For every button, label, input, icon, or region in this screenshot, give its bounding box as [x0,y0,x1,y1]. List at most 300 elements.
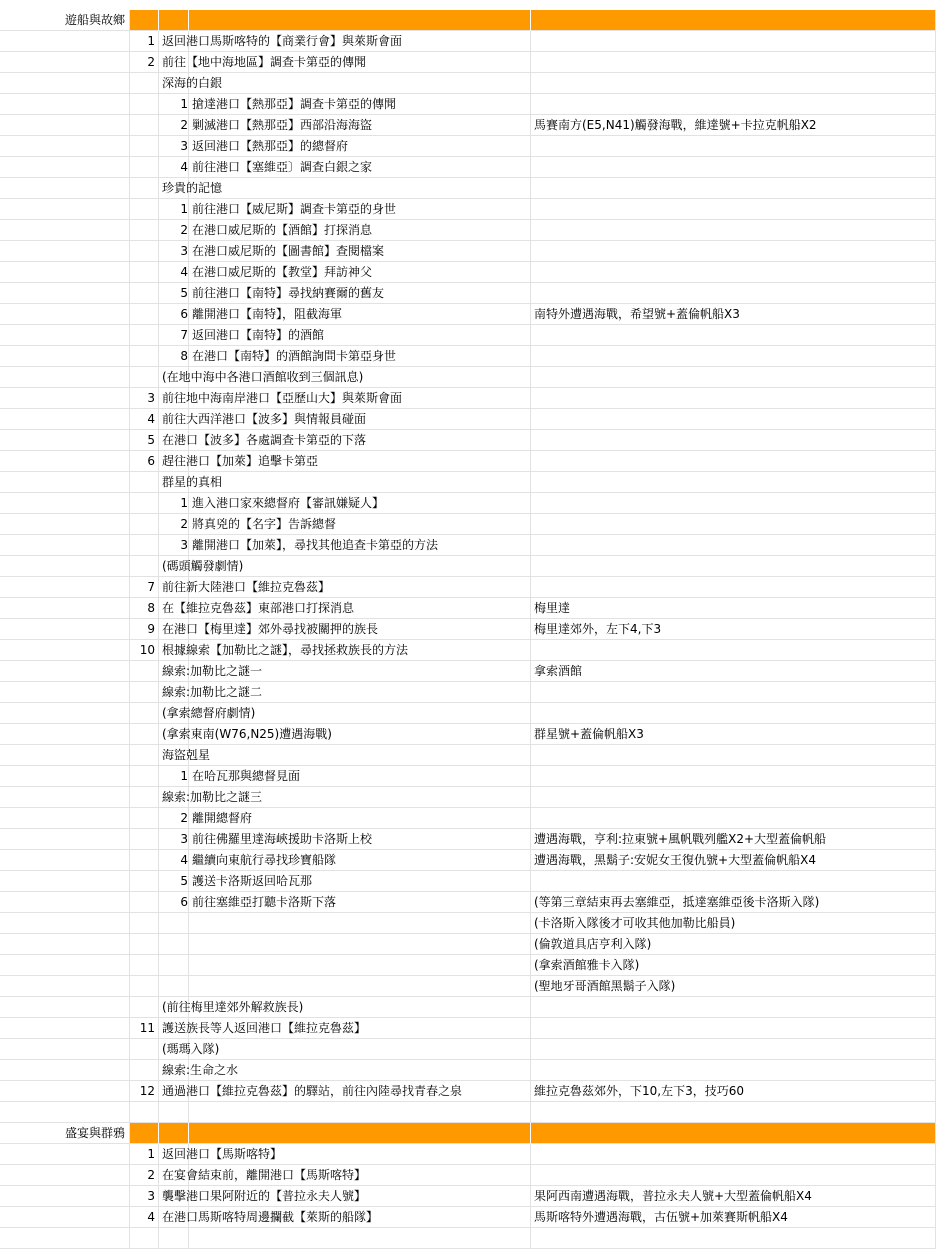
substep-number: 2 [180,811,188,825]
cell-col-1[interactable] [130,115,159,136]
substep-number: 5 [180,286,188,300]
cell-col-4[interactable] [531,493,936,514]
cell-col-1[interactable] [130,535,159,556]
table-row [0,1186,936,1207]
cell-col-1[interactable] [130,157,159,178]
substep-number: 6 [180,895,188,909]
cell-col-0[interactable] [0,514,130,535]
cell-col-0[interactable] [0,598,130,619]
cell-col-0[interactable] [0,1165,130,1186]
cell-col-0[interactable] [0,346,130,367]
cell-col-0[interactable] [0,976,130,997]
cell-col-0[interactable] [0,724,130,745]
cell-col-0[interactable] [0,703,130,724]
cell-col-1[interactable] [130,787,159,808]
substep-text: 剿滅港口【熱那亞】西部沿海海盜 [192,118,373,132]
cell-col-4[interactable] [531,220,936,241]
step-number[interactable]: 7 [130,577,159,598]
step-number[interactable]: 9 [130,619,159,640]
table-row [0,199,936,220]
cell-col-1[interactable] [130,934,159,955]
cell-col-2[interactable] [159,934,189,955]
cell-col-4[interactable] [531,346,936,367]
table-row [0,262,936,283]
cell-col-1[interactable] [130,367,159,388]
table-row [0,661,936,682]
note-text: 遭遇海戰，亨利:拉東號+風帆戰列艦X2+大型蓋倫帆船 [534,832,827,846]
subheading-text: (前往梅里達郊外解救族長) [162,1000,304,1014]
table-row [0,1102,936,1123]
cell-col-1[interactable] [130,283,159,304]
step-number[interactable]: 5 [130,430,159,451]
cell-col-2[interactable] [159,1102,189,1123]
cell-col-0[interactable] [0,1207,130,1228]
step-number[interactable]: 11 [130,1018,159,1039]
cell-col-0[interactable] [0,430,130,451]
cell-col-1[interactable] [130,94,159,115]
cell-col-2[interactable] [159,1123,189,1144]
cell-col-4[interactable] [531,661,936,682]
note-text: (等第三章結束再去塞維亞，抵達塞維亞後卡洛斯入隊) [534,895,820,909]
table-row [0,367,936,388]
cell-col-0[interactable] [0,871,130,892]
table-row [0,241,936,262]
table-row [0,1165,936,1186]
cell-col-1[interactable] [130,976,159,997]
note-text: 馬斯喀特外遭遇海戰，古伍號+加萊賽斯帆船X4 [534,1210,788,1224]
table-row [0,493,936,514]
cell-col-1[interactable] [130,514,159,535]
cell-col-2[interactable] [159,976,189,997]
step-number[interactable]: 1 [130,31,159,52]
substep-number: 4 [180,265,188,279]
cell-col-3[interactable] [189,178,531,199]
cell-col-1[interactable] [130,304,159,325]
cell-col-3[interactable] [189,955,531,976]
cell-col-0[interactable] [0,220,130,241]
cell-col-1[interactable] [130,766,159,787]
cell-col-1[interactable] [130,10,159,31]
cell-col-0[interactable] [0,451,130,472]
cell-col-1[interactable] [130,892,159,913]
cell-col-2[interactable] [159,913,189,934]
cell-col-4[interactable] [531,31,936,52]
cell-col-4[interactable] [531,535,936,556]
cell-col-0[interactable] [0,388,130,409]
cell-col-3[interactable] [189,934,531,955]
cell-col-0[interactable] [0,1228,130,1249]
cell-col-4[interactable] [531,787,936,808]
table-row [0,94,936,115]
cell-col-4[interactable] [531,745,936,766]
note-text: 南特外遭遇海戰，希望號+蓋倫帆船X3 [534,307,740,321]
cell-col-3[interactable] [189,1039,531,1060]
substep-number: 6 [180,307,188,321]
table-row [0,556,936,577]
cell-col-4[interactable] [531,871,936,892]
step-number[interactable]: 2 [130,1165,159,1186]
cell-col-0[interactable] [0,493,130,514]
step-text: 襲擊港口果阿附近的【普拉永夫人號】 [162,1189,367,1203]
substep-text: 前往港口【塞維亞〕調查白銀之家 [192,160,373,174]
step-text: 前往新大陸港口【維拉克魯茲】 [162,580,331,594]
substep-number: 1 [180,769,188,783]
table-row [0,535,936,556]
cell-col-0[interactable] [0,997,130,1018]
substep-text: 離開總督府 [192,811,253,825]
section-header-row [0,10,936,31]
table-row [0,388,936,409]
cell-col-1[interactable] [130,1102,159,1123]
cell-col-4[interactable] [531,1039,936,1060]
substep-number: 1 [180,496,188,510]
cell-col-3[interactable] [189,913,531,934]
cell-col-0[interactable] [0,1018,130,1039]
substep-number: 2 [180,517,188,531]
step-text: 在宴會結束前，離開港口【馬斯喀特】 [162,1168,367,1182]
cell-col-4[interactable] [531,52,936,73]
cell-col-0[interactable] [0,1060,130,1081]
cell-col-3[interactable] [189,10,531,31]
substep-text: 進入港口家來總督府【審訊嫌疑人】 [192,496,385,510]
step-text: 在港口【波多】各處調查卡第亞的下落 [162,433,367,447]
step-text: 在港口【梅里達】郊外尋找被關押的族長 [162,622,379,636]
note-text: (卡洛斯入隊後才可收其他加勒比船員) [534,916,736,930]
substep-number: 3 [180,538,188,552]
cell-col-2[interactable] [159,1228,189,1249]
cell-col-2[interactable] [159,955,189,976]
cell-col-1[interactable] [130,472,159,493]
cell-col-0[interactable] [0,136,130,157]
cell-col-4[interactable] [531,388,936,409]
cell-col-0[interactable] [0,892,130,913]
table-row [0,1207,936,1228]
cell-col-0[interactable] [0,472,130,493]
substep-number: 1 [180,97,188,111]
cell-col-4[interactable] [531,766,936,787]
cell-col-1[interactable] [130,703,159,724]
cell-col-1[interactable] [130,871,159,892]
table-row [0,745,936,766]
step-number[interactable]: 1 [130,1144,159,1165]
note-text: 馬賽南方(E5,N41)觸發海戰，維達號+卡拉克帆船X2 [534,118,817,132]
cell-col-4[interactable] [531,262,936,283]
cell-col-1[interactable] [130,661,159,682]
subheading-text: 線索:加勒比之謎一 [162,664,263,678]
substep-number: 5 [180,874,188,888]
substep-text: 離開港口【加萊】，尋找其他追查卡第亞的方法 [192,538,439,552]
cell-col-0[interactable] [0,1186,130,1207]
cell-col-4[interactable] [531,1060,936,1081]
note-text: 遭遇海戰，黑鬍子:安妮女王復仇號+大型蓋倫帆船X4 [534,853,816,867]
step-number[interactable]: 12 [130,1081,159,1102]
cell-col-0[interactable] [0,73,130,94]
cell-col-4[interactable] [531,577,936,598]
cell-col-0[interactable] [0,787,130,808]
cell-col-0[interactable] [0,178,130,199]
subheading-text: (拿索總督府劇情) [162,706,256,720]
substep-number: 3 [180,244,188,258]
cell-col-0[interactable] [0,1039,130,1060]
step-number[interactable]: 3 [130,1186,159,1207]
substep-text: 前往港口【南特】尋找納賽爾的舊友 [192,286,385,300]
substep-text: 在哈瓦那與總督見面 [192,769,301,783]
note-text: 梅里達 [534,601,571,615]
cell-col-4[interactable] [531,1144,936,1165]
table-row [0,283,936,304]
cell-col-0[interactable] [0,577,130,598]
step-text: 在港口馬斯喀特周邊攔截【萊斯的船隊】 [162,1210,379,1224]
cell-col-4[interactable] [531,997,936,1018]
step-number[interactable]: 8 [130,598,159,619]
cell-col-1[interactable] [130,913,159,934]
cell-col-1[interactable] [130,1123,159,1144]
table-row [0,157,936,178]
note-text: (倫敦道具店亨利入隊) [534,937,652,951]
table-row [0,514,936,535]
table-row [0,871,936,892]
section-title[interactable]: 遊船與故鄉 [0,10,130,31]
table-row [0,682,936,703]
cell-col-0[interactable] [0,556,130,577]
substep-text: 離開港口【南特】，阻截海軍 [192,307,343,321]
table-row [0,640,936,661]
cell-col-4[interactable] [531,472,936,493]
cell-col-3[interactable] [189,1228,531,1249]
substep-text: 在港口【南特】的酒館詢問卡第亞身世 [192,349,397,363]
cell-col-4[interactable] [531,1228,936,1249]
cell-col-4[interactable] [531,325,936,346]
substep-text: 護送卡洛斯返回哈瓦那 [192,874,313,888]
cell-col-4[interactable] [531,1165,936,1186]
table-row [0,136,936,157]
subheading-text: 線索:生命之水 [162,1063,239,1077]
substep-text: 返回港口【南特】的酒館 [192,328,325,342]
cell-col-4[interactable] [531,556,936,577]
table-row [0,766,936,787]
cell-col-4[interactable] [531,1123,936,1144]
step-number[interactable]: 3 [130,388,159,409]
subheading-text: (碼頭觸發劇情) [162,559,244,573]
cell-col-0[interactable] [0,1081,130,1102]
cell-col-4[interactable] [531,451,936,472]
cell-col-1[interactable] [130,997,159,1018]
cell-col-0[interactable] [0,409,130,430]
cell-col-1[interactable] [130,136,159,157]
substep-text: 在港口威尼斯的【酒館】打探消息 [192,223,373,237]
table-row [0,619,936,640]
subheading-text: 群星的真相 [162,475,223,489]
cell-col-0[interactable] [0,52,130,73]
cell-col-1[interactable] [130,262,159,283]
cell-col-4[interactable] [531,598,936,619]
section-title[interactable]: 盛宴與群鴉 [0,1123,130,1144]
table-row [0,997,936,1018]
cell-col-1[interactable] [130,241,159,262]
cell-col-0[interactable] [0,1144,130,1165]
cell-col-4[interactable] [531,367,936,388]
table-row [0,934,936,955]
cell-col-4[interactable] [531,199,936,220]
cell-col-1[interactable] [130,1060,159,1081]
table-row [0,220,936,241]
cell-col-0[interactable] [0,829,130,850]
cell-col-0[interactable] [0,619,130,640]
table-row [0,31,936,52]
cell-col-1[interactable] [130,724,159,745]
cell-col-0[interactable] [0,94,130,115]
cell-col-4[interactable] [531,10,936,31]
substep-text: 在港口威尼斯的【圖書館】查閱檔案 [192,244,385,258]
substep-text: 前往塞維亞打聽卡洛斯下落 [192,895,337,909]
substep-number: 3 [180,832,188,846]
substep-number: 7 [180,328,188,342]
cell-col-0[interactable] [0,955,130,976]
table-row [0,892,936,913]
cell-col-3[interactable] [189,745,531,766]
cell-col-1[interactable] [130,1228,159,1249]
cell-col-0[interactable] [0,745,130,766]
cell-col-1[interactable] [130,220,159,241]
cell-col-1[interactable] [130,829,159,850]
cell-col-0[interactable] [0,934,130,955]
note-text: 梅里達郊外，左下4,下3 [534,622,662,636]
cell-col-0[interactable] [0,31,130,52]
cell-col-1[interactable] [130,556,159,577]
cell-col-1[interactable] [130,73,159,94]
substep-number: 2 [180,223,188,237]
cell-col-1[interactable] [130,199,159,220]
note-text: 拿索酒館 [534,664,583,678]
substep-text: 搶達港口【熱那亞】調查卡第亞的傳聞 [192,97,397,111]
cell-col-3[interactable] [189,472,531,493]
table-row [0,346,936,367]
cell-col-4[interactable] [531,1018,936,1039]
subheading-text: 深海的白銀 [162,76,223,90]
cell-col-3[interactable] [189,1060,531,1081]
cell-col-4[interactable] [531,640,936,661]
cell-col-4[interactable] [531,682,936,703]
cell-col-4[interactable] [531,94,936,115]
cell-col-1[interactable] [130,955,159,976]
cell-col-2[interactable] [159,10,189,31]
cell-col-4[interactable] [531,73,936,94]
substep-text: 在港口威尼斯的【教堂】拜訪神父 [192,265,373,279]
cell-col-1[interactable] [130,178,159,199]
cell-col-0[interactable] [0,1102,130,1123]
cell-col-0[interactable] [0,766,130,787]
substep-number: 3 [180,139,188,153]
table-row [0,913,936,934]
subheading-text: (拿索東南(W76,N25)遭遇海戰) [162,727,332,741]
cell-col-4[interactable] [531,241,936,262]
cell-col-4[interactable] [531,703,936,724]
cell-col-4[interactable] [531,157,936,178]
cell-col-4[interactable] [531,1102,936,1123]
cell-col-4[interactable] [531,808,936,829]
cell-col-1[interactable] [130,325,159,346]
cell-col-0[interactable] [0,241,130,262]
cell-col-0[interactable] [0,199,130,220]
table-row [0,829,936,850]
step-text: 根據線索【加勒比之謎】，尋找拯救族長的方法 [162,643,409,657]
cell-col-0[interactable] [0,262,130,283]
cell-col-0[interactable] [0,661,130,682]
cell-col-3[interactable] [189,73,531,94]
table-row [0,409,936,430]
cell-col-0[interactable] [0,535,130,556]
substep-text: 返回港口【熱那亞】的總督府 [192,139,349,153]
cell-col-0[interactable] [0,682,130,703]
cell-col-0[interactable] [0,157,130,178]
cell-col-1[interactable] [130,808,159,829]
cell-col-0[interactable] [0,850,130,871]
cell-col-0[interactable] [0,367,130,388]
table-row [0,703,936,724]
table-row [0,178,936,199]
cell-col-3[interactable] [189,976,531,997]
subheading-text: 線索:加勒比之謎三 [162,790,263,804]
cell-col-0[interactable] [0,808,130,829]
step-text: 在【維拉克魯茲】東部港口打探消息 [162,601,355,615]
cell-col-1[interactable] [130,745,159,766]
step-number[interactable]: 2 [130,52,159,73]
cell-col-0[interactable] [0,640,130,661]
cell-col-0[interactable] [0,304,130,325]
step-number[interactable]: 4 [130,409,159,430]
table-row [0,73,936,94]
table-row [0,787,936,808]
table-row [0,598,936,619]
cell-col-1[interactable] [130,1039,159,1060]
substep-number: 8 [180,349,188,363]
table-row [0,1144,936,1165]
cell-col-0[interactable] [0,913,130,934]
cell-col-4[interactable] [531,136,936,157]
table-row [0,115,936,136]
table-row [0,1018,936,1039]
cell-col-0[interactable] [0,325,130,346]
cell-col-1[interactable] [130,346,159,367]
empty-row [0,1228,936,1249]
cell-col-4[interactable] [531,409,936,430]
subheading-text: (瑪瑪入隊) [162,1042,220,1056]
subheading-text: 線索:加勒比之謎二 [162,685,263,699]
cell-col-4[interactable] [531,514,936,535]
table-row [0,304,936,325]
cell-col-3[interactable] [189,1102,531,1123]
cell-col-3[interactable] [189,1123,531,1144]
substep-text: 將真兇的【名字】告訴總督 [192,517,337,531]
table-row [0,1039,936,1060]
step-number[interactable]: 10 [130,640,159,661]
cell-col-1[interactable] [130,493,159,514]
cell-col-0[interactable] [0,115,130,136]
cell-col-4[interactable] [531,430,936,451]
step-text: 通過港口【維拉克魯茲】的驛站，前往內陸尋找青春之泉 [162,1084,463,1098]
cell-col-0[interactable] [0,283,130,304]
subheading-text: 海盜剋星 [162,748,211,762]
cell-col-1[interactable] [130,850,159,871]
step-number[interactable]: 4 [130,1207,159,1228]
note-text: 群星號+蓋倫帆船X3 [534,727,644,741]
table-row [0,1081,936,1102]
step-text: 返回港口【馬斯喀特】 [162,1147,283,1161]
step-number[interactable]: 6 [130,451,159,472]
cell-col-4[interactable] [531,283,936,304]
cell-col-4[interactable] [531,178,936,199]
cell-col-1[interactable] [130,682,159,703]
